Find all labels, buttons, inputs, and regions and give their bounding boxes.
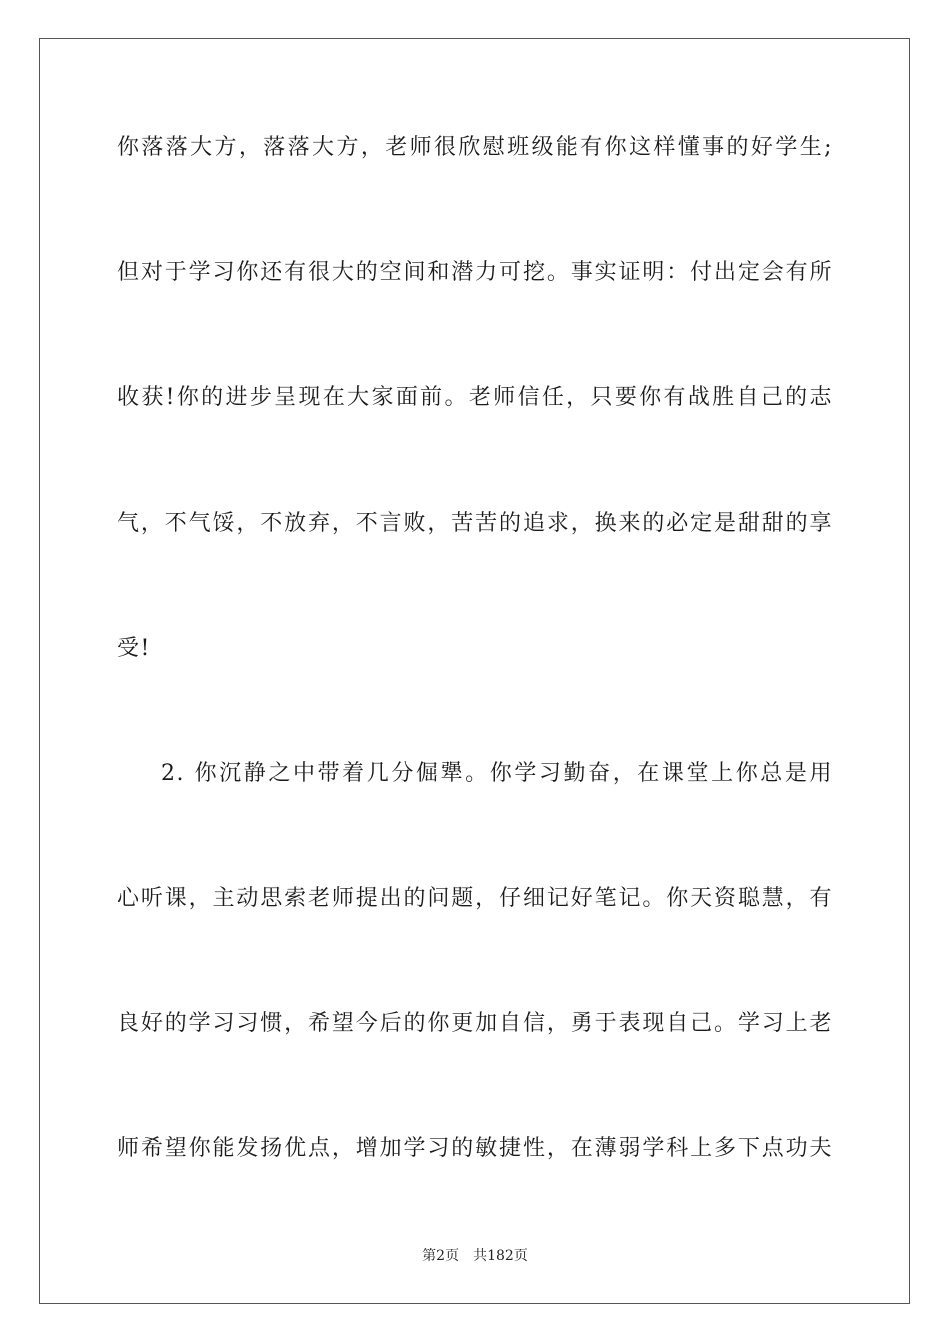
page-number: 第2页 (422, 1248, 460, 1264)
body-text-line: 2. 你沉静之中带着几分倔犟。你学习勤奋，在课堂上你总是用 (161, 761, 833, 786)
page-border (39, 38, 910, 1304)
body-text-line: 气，不气馁，不放弃，不言败，苦苦的追求，换来的必定是甜甜的享 (117, 511, 833, 536)
total-pages: 共182页 (473, 1248, 528, 1264)
body-text-line: 但对于学习你还有很大的空间和潜力可挖。事实证明：付出定会有所 (117, 260, 833, 285)
page-footer (0, 1246, 950, 1266)
body-text-line: 受! (117, 636, 151, 661)
body-text-line: 收获!你的进步呈现在大家面前。老师信任，只要你有战胜自己的志 (117, 385, 833, 410)
body-text-line: 良好的学习习惯，希望今后的你更加自信，勇于表现自己。学习上老 (117, 1011, 833, 1036)
body-text-line: 心听课，主动思索老师提出的问题，仔细记好笔记。你天资聪慧，有 (117, 886, 833, 911)
body-text-line: 你落落大方，落落大方，老师很欣慰班级能有你这样懂事的好学生; (117, 135, 833, 160)
body-text-line: 师希望你能发扬优点，增加学习的敏捷性，在薄弱学科上多下点功夫 (117, 1136, 833, 1161)
